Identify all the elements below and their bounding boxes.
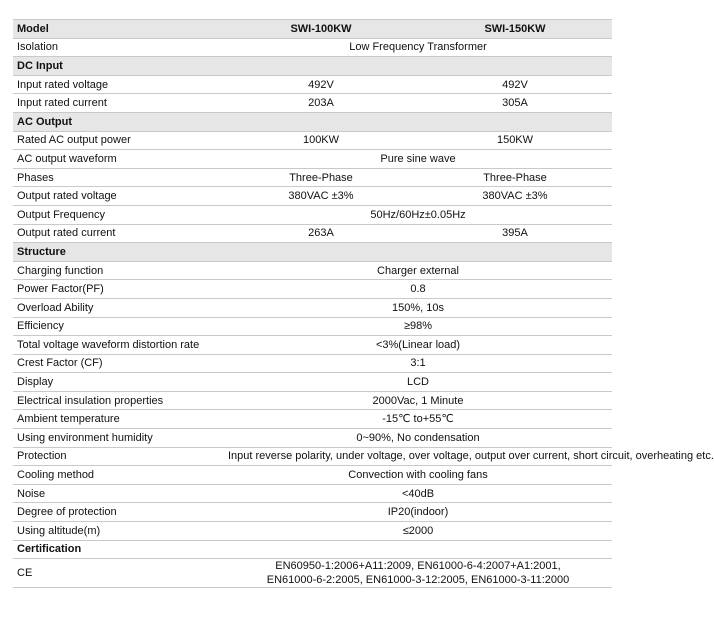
ac-power-row	[13, 131, 612, 150]
row-label: Overload Ability	[13, 298, 224, 317]
row-value-a: 203A	[224, 94, 418, 113]
row-value-a: 100KW	[224, 131, 418, 150]
row-value: Low Frequency Transformer	[224, 38, 612, 57]
power-factor-row	[13, 280, 612, 299]
display-row	[13, 373, 612, 392]
section-title: Certification	[13, 540, 612, 559]
row-value: ≥98%	[224, 317, 612, 336]
row-value	[224, 559, 612, 588]
input-current-row	[13, 94, 612, 113]
row-label: Phases	[13, 168, 224, 187]
row-label: Efficiency	[13, 317, 224, 336]
row-label: Electrical insulation properties	[13, 391, 224, 410]
row-value: <3%(Linear load)	[224, 336, 612, 355]
row-label: Output rated current	[13, 224, 224, 243]
ce-standards-line-1: EN60950-1:2006+A11:2009, EN61000-6-4:2007+A1:2001,	[275, 560, 561, 573]
row-value-b: 492V	[418, 75, 612, 94]
humidity-row	[13, 429, 612, 448]
row-value-b: Three-Phase	[418, 168, 612, 187]
section-title: AC Output	[13, 112, 612, 131]
row-value: 3:1	[224, 354, 612, 373]
row-label: Crest Factor (CF)	[13, 354, 224, 373]
row-value: Charger external	[224, 261, 612, 280]
protection-degree-row	[13, 503, 612, 522]
ac-waveform-row	[13, 150, 612, 169]
section-title: Structure	[13, 243, 612, 262]
noise-row	[13, 484, 612, 503]
charging-row	[13, 261, 612, 280]
model-b-name: SWI-150KW	[418, 20, 612, 39]
row-label: CE	[13, 559, 224, 588]
row-label: Display	[13, 373, 224, 392]
overload-row	[13, 298, 612, 317]
row-value: <40dB	[224, 484, 612, 503]
row-label: Using altitude(m)	[13, 522, 224, 541]
row-value-b: 305A	[418, 94, 612, 113]
spec-table	[13, 19, 714, 588]
input-voltage-row	[13, 75, 612, 94]
output-voltage-row	[13, 187, 612, 206]
model-header-row	[13, 20, 612, 39]
row-value: Convection with cooling fans	[224, 466, 612, 485]
output-current-row	[13, 224, 612, 243]
cooling-row	[13, 466, 612, 485]
row-value-b: 395A	[418, 224, 612, 243]
row-label: Ambient temperature	[13, 410, 224, 429]
thd-row	[13, 336, 612, 355]
row-value-b: 150KW	[418, 131, 612, 150]
crest-factor-row	[13, 354, 612, 373]
ce-row	[13, 559, 612, 588]
row-label: AC output waveform	[13, 150, 224, 169]
row-value-a: Three-Phase	[224, 168, 418, 187]
row-value: 0~90%, No condensation	[224, 429, 612, 448]
efficiency-row	[13, 317, 612, 336]
row-value-a: 492V	[224, 75, 418, 94]
section-title: DC Input	[13, 57, 612, 76]
row-value: ≤2000	[224, 522, 612, 541]
section-ac-output	[13, 112, 612, 131]
row-label: Noise	[13, 484, 224, 503]
section-dc-input	[13, 57, 612, 76]
row-label: Isolation	[13, 38, 224, 57]
row-label: Total voltage waveform distortion rate	[13, 336, 224, 355]
section-certification	[13, 540, 612, 559]
insulation-row	[13, 391, 612, 410]
row-label: Rated AC output power	[13, 131, 224, 150]
row-value: IP20(indoor)	[224, 503, 612, 522]
model-label: Model	[13, 20, 224, 39]
row-label: Charging function	[13, 261, 224, 280]
row-label: Power Factor(PF)	[13, 280, 224, 299]
isolation-row	[13, 38, 612, 57]
row-label: Cooling method	[13, 466, 224, 485]
row-value-a: 263A	[224, 224, 418, 243]
row-value-b: 380VAC ±3%	[418, 187, 612, 206]
ce-standards-line-2: EN61000-6-2:2005, EN61000-3-12:2005, EN61000-3-11:2000	[266, 574, 570, 587]
protection-row	[13, 447, 612, 466]
output-frequency-row	[13, 205, 612, 224]
row-value: 2000Vac, 1 Minute	[224, 391, 612, 410]
section-structure	[13, 243, 612, 262]
ambient-temperature-row	[13, 410, 612, 429]
row-value: 0.8	[224, 280, 612, 299]
model-a-name: SWI-100KW	[224, 20, 418, 39]
row-label: Using environment humidity	[13, 429, 224, 448]
row-value: Pure sine wave	[224, 150, 612, 169]
row-value: -15℃ to+55℃	[224, 410, 612, 429]
row-value: 150%, 10s	[224, 298, 612, 317]
phases-row	[13, 168, 612, 187]
row-label: Output rated voltage	[13, 187, 224, 206]
row-value: Input reverse polarity, under voltage, over voltage, output over current, short circuit, overheating etc.	[224, 447, 612, 466]
row-value-a: 380VAC ±3%	[224, 187, 418, 206]
row-label: Output Frequency	[13, 205, 224, 224]
row-label: Input rated current	[13, 94, 224, 113]
altitude-row	[13, 522, 612, 541]
row-label: Input rated voltage	[13, 75, 224, 94]
row-value: LCD	[224, 373, 612, 392]
row-value: 50Hz/60Hz±0.05Hz	[224, 205, 612, 224]
row-label: Protection	[13, 447, 224, 466]
row-label: Degree of protection	[13, 503, 224, 522]
